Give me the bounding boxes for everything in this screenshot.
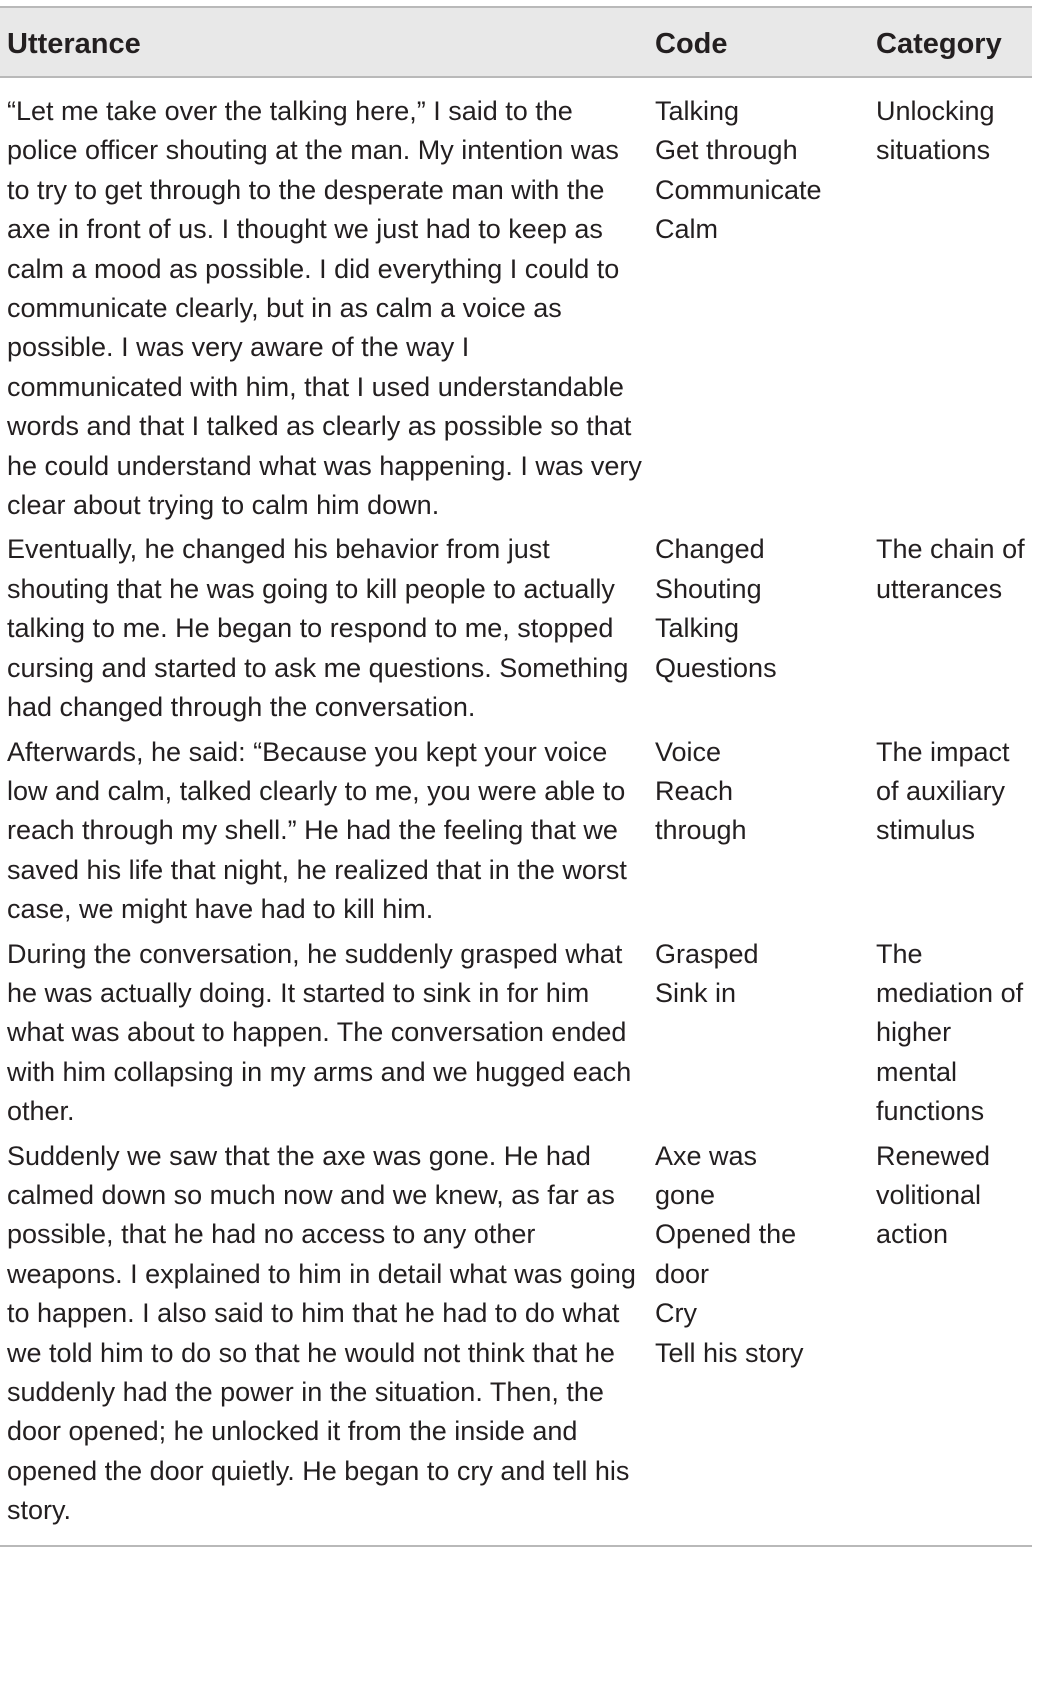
- utterance-cell: Suddenly we saw that the axe was gone. He had calmed down so much now and we knew, as far as possible, that he had no access to any other weapons. I explained to him in detail what was going to happen. I also said to him that he had to do what we told him to do so that he would not think that he suddenly had the power in the situation. Then, the door opened; he unlocked it from the inside and opened the door quietly. He began to cry and tell his story.: [0, 1137, 648, 1546]
- code-line: Voice: [655, 736, 722, 767]
- category-cell: [870, 77, 1032, 530]
- code-line: Talking: [655, 613, 740, 644]
- header-code: Code: [648, 7, 870, 77]
- category-line: situations: [876, 135, 991, 166]
- code-cell: [648, 530, 870, 732]
- code-line: Questions: [655, 652, 777, 683]
- code-line: Sink in: [655, 977, 737, 1008]
- table-row: [0, 733, 1032, 935]
- category-line: mental: [876, 1056, 958, 1087]
- table-row: [0, 935, 1032, 1137]
- category-line: The chain of: [876, 534, 1025, 565]
- category-line: The impact: [876, 736, 1010, 767]
- code-cell: [648, 1137, 870, 1546]
- category-line: Renewed: [876, 1140, 991, 1171]
- category-line: utterances: [876, 573, 1003, 604]
- code-line: Talking: [655, 96, 740, 126]
- coding-table-container: [0, 6, 1032, 1547]
- code-line: Opened the: [655, 1219, 797, 1250]
- category-line: functions: [876, 1096, 985, 1127]
- category-line: stimulus: [876, 815, 976, 846]
- coding-table: [0, 6, 1032, 1547]
- utterance-cell: “Let me take over the talking here,” I said to the police officer shouting at the man. My intention was to try to get through to the desperate man with the axe in front of us. I thought we just had to keep as calm a mood as possible. I did everything I could to communicate clearly, but in as calm a voice as possible. I was very aware of the way I communicated with him, that I used understandable words and that I talked as clearly as possible so that he could understand what was happening. I was very clear about trying to calm him down.: [7, 96, 642, 521]
- code-line: door: [655, 1258, 710, 1289]
- table-row: [0, 77, 1032, 530]
- category-cell: [870, 935, 1032, 1137]
- category-line: Unlocking: [876, 96, 995, 126]
- code-line: Grasped: [655, 938, 759, 969]
- code-line: Get through: [655, 135, 798, 166]
- code-line: Shouting: [655, 573, 762, 604]
- code-line: Reach: [655, 775, 734, 806]
- code-cell: [648, 77, 870, 530]
- header-category: Category: [870, 7, 1032, 77]
- table-body: [0, 77, 1032, 1546]
- code-line: Changed: [655, 534, 765, 565]
- code-line: through: [655, 815, 747, 846]
- category-cell: [870, 1137, 1032, 1546]
- code-line: Calm: [655, 214, 719, 245]
- category-cell: [870, 733, 1032, 935]
- code-cell: [648, 935, 870, 1137]
- category-line: higher: [876, 1017, 952, 1048]
- table-row: [0, 1137, 1032, 1546]
- table-header: [0, 7, 1032, 77]
- code-line: Cry: [655, 1298, 697, 1329]
- utterance-cell: During the conversation, he suddenly grasped what he was actually doing. It started to sink in for him what was about to happen. The conversation ended with him collapsing in my arms and we hugged each other.: [7, 938, 632, 1127]
- category-line: action: [876, 1219, 949, 1250]
- category-cell: [870, 530, 1032, 732]
- code-line: gone: [655, 1179, 716, 1210]
- code-cell: [648, 733, 870, 935]
- code-line: Axe was: [655, 1140, 758, 1171]
- category-line: mediation of: [876, 977, 1024, 1008]
- header-row: [0, 7, 1032, 77]
- header-utterance: Utterance: [0, 7, 648, 77]
- category-line: The: [876, 938, 923, 969]
- category-line: of auxiliary: [876, 775, 1006, 806]
- code-line: Tell his story: [655, 1337, 804, 1368]
- category-line: volitional: [876, 1179, 982, 1210]
- code-line: Communicate: [655, 174, 822, 205]
- utterance-cell: Afterwards, he said: “Because you kept your voice low and calm, talked clearly to me, you were able to reach through my shell.” He had the feeling that we saved his life that night, he realized that in the worst case, we might have had to kill him.: [7, 736, 627, 925]
- utterance-cell: Eventually, he changed his behavior from just shouting that he was going to kill people to actually talking to me. He began to respond to me, stopped cursing and started to ask me questions. Something had changed through the conversation.: [7, 534, 629, 723]
- table-row: [0, 530, 1032, 732]
